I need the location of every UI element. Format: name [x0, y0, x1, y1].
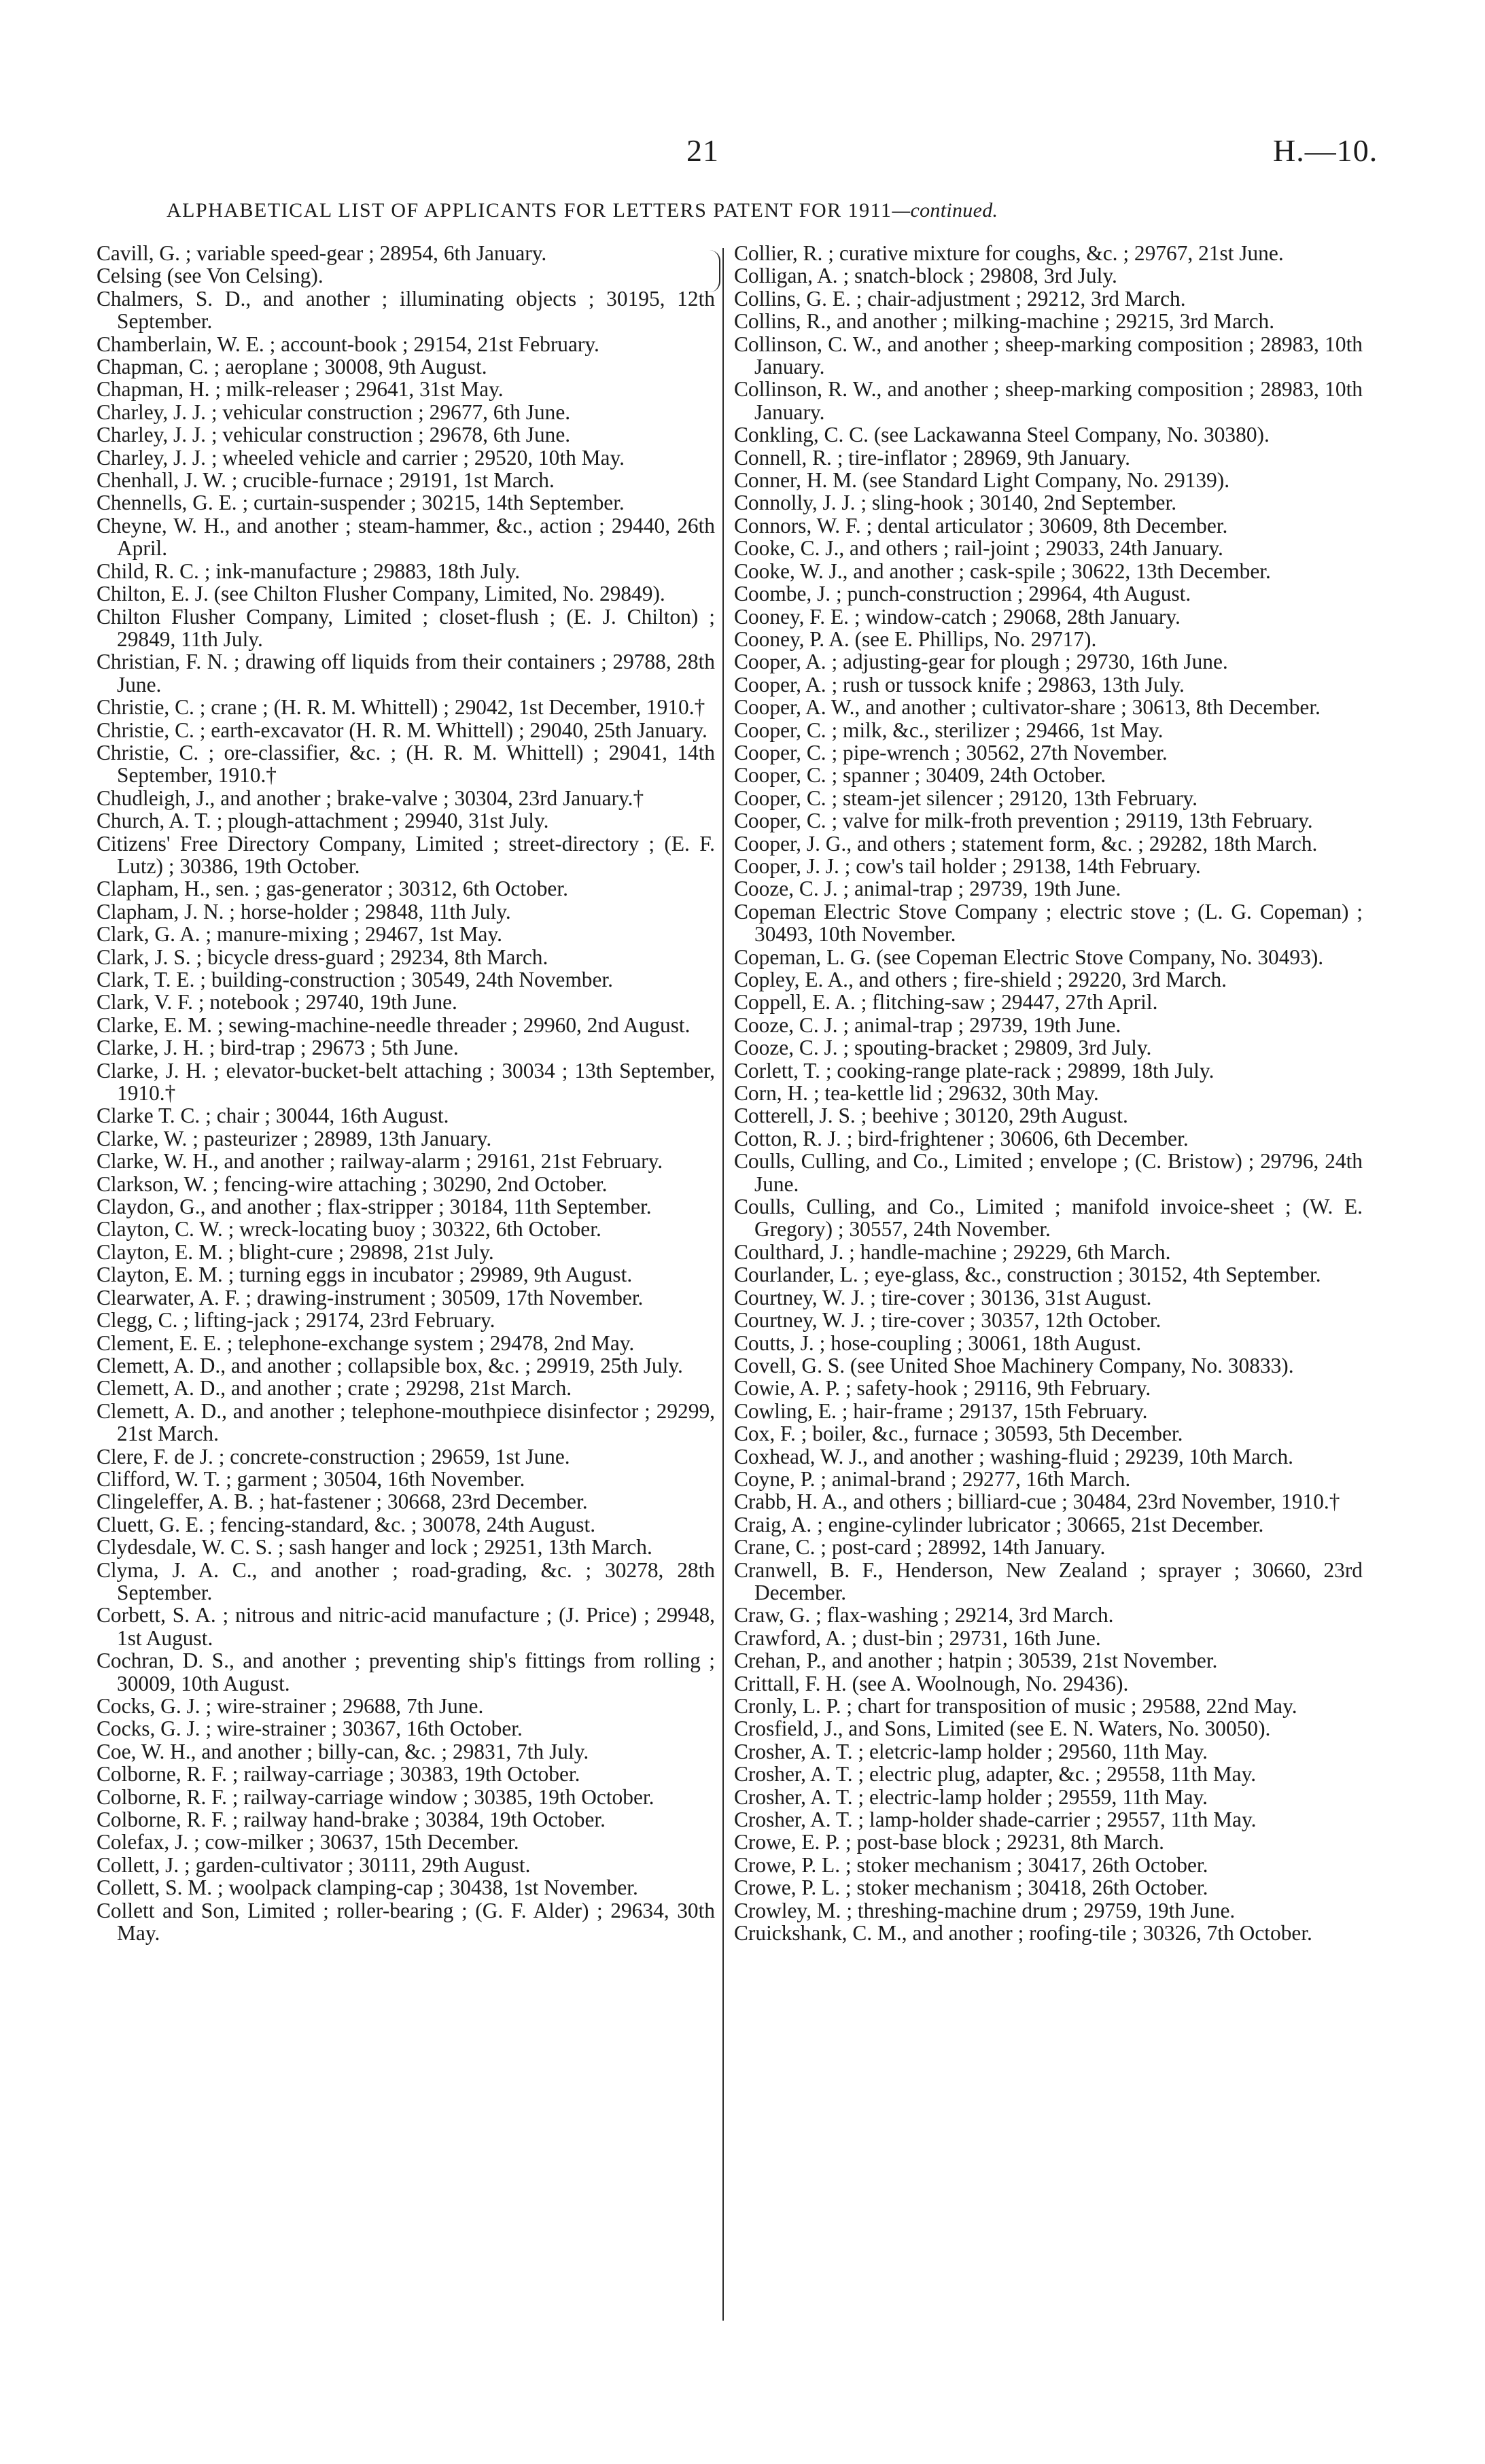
list-entry: Conner, H. M. (see Standard Light Company, No. 29139). — [734, 468, 1230, 493]
list-entry: Collins, G. E. ; chair-adjustment ; 29212, 3rd March. — [734, 286, 1186, 311]
list-entry: Child, R. C. ; ink-manufacture ; 29883, 18th July. — [97, 559, 521, 583]
list-entry: Corlett, T. ; cooking-range plate-rack ; 29899, 18th July. — [734, 1058, 1215, 1083]
list-entry: Charley, J. J. ; vehicular construction ; 29677, 6th June. — [97, 400, 571, 424]
list-entry: Cooper, A. ; rush or tussock knife ; 29863, 13th July. — [734, 672, 1185, 697]
list-entry: Courlander, L. ; eye-glass, &c., construction ; 30152, 4th September. — [734, 1263, 1321, 1287]
list-entry: Clere, F. de J. ; concrete-construction ; 29659, 1st June. — [97, 1444, 570, 1468]
list-entry: Coyne, P. ; animal-brand ; 29277, 16th March. — [734, 1466, 1131, 1491]
list-entry: Crowley, M. ; threshing-machine drum ; 29759, 19th June. — [734, 1898, 1236, 1922]
list-entry: Chudleigh, J., and another ; brake-valve ; 30304, 23rd January.† — [97, 786, 644, 810]
list-entry: Cooze, C. J. ; animal-trap ; 29739, 19th June. — [734, 877, 1121, 901]
list-entry: Cronly, L. P. ; chart for transposition of music ; 29588, 22nd May. — [734, 1694, 1297, 1718]
list-entry: Cavill, G. ; variable speed-gear ; 28954, 6th January. — [97, 241, 547, 265]
list-entry: Crosher, A. T. ; lamp-holder shade-carrier ; 29557, 11th May. — [734, 1808, 1257, 1832]
list-entry: Courtney, W. J. ; tire-cover ; 30357, 12th October. — [734, 1308, 1161, 1333]
list-entry: Colborne, R. F. ; railway-carriage window ; 30385, 19th October. — [97, 1784, 654, 1809]
list-entry: Citizens' Free Directory Company, Limited ; street-directory ; (E. F. Lutz) ; 30386, 19th October. — [97, 831, 715, 878]
list-entry: Clark, V. F. ; notebook ; 29740, 19th June. — [97, 990, 457, 1015]
list-entry: Colligan, A. ; snatch-block ; 29808, 3rd July. — [734, 264, 1117, 288]
list-entry: Cotterell, J. S. ; beehive ; 30120, 29th August. — [734, 1104, 1128, 1128]
list-entry: Charley, J. J. ; vehicular construction ; 29678, 6th June. — [97, 423, 571, 447]
list-entry: Covell, G. S. (see United Shoe Machinery Company, No. 30833). — [734, 1353, 1294, 1377]
list-entry: Crosher, A. T. ; electric-lamp holder ; 29559, 11th May. — [734, 1784, 1208, 1809]
list-entry: Connolly, J. J. ; sling-hook ; 30140, 2nd September. — [734, 491, 1177, 515]
list-entry: Clarke, J. H. ; elevator-bucket-belt attaching ; 30034 ; 13th September, 1910.† — [97, 1058, 715, 1106]
list-entry: Cooze, C. J. ; spouting-bracket ; 29809, 3rd July. — [734, 1036, 1152, 1060]
list-entry: Church, A. T. ; plough-attachment ; 29940, 31st July. — [97, 809, 549, 833]
right-column — [734, 242, 1363, 1944]
list-entry: Collett, S. M. ; woolpack clamping-cap ; 30438, 1st November. — [97, 1876, 638, 1900]
list-entry: Cranwell, B. F., Henderson, New Zealand ; sprayer ; 30660, 23rd December. — [734, 1557, 1363, 1604]
list-entry: Cluett, G. E. ; fencing-standard, &c. ; 30078, 24th August. — [97, 1512, 596, 1536]
list-entry: Clarke T. C. ; chair ; 30044, 16th August. — [97, 1104, 449, 1128]
list-entry: Corbett, S. A. ; nitrous and nitric-acid manufacture ; (J. Price) ; 29948, 1st August. — [97, 1603, 715, 1650]
list-entry: Clayton, E. M. ; blight-cure ; 29898, 21st July. — [97, 1239, 494, 1264]
list-entry: Cooney, P. A. (see E. Phillips, No. 29717). — [734, 627, 1097, 651]
list-entry: Cruickshank, C. M., and another ; roofing-tile ; 30326, 7th October. — [734, 1921, 1312, 1946]
list-entry: Charley, J. J. ; wheeled vehicle and carrier ; 29520, 10th May. — [97, 445, 625, 470]
list-entry: Christie, C. ; crane ; (H. R. M. Whittell) ; 29042, 1st December, 1910.† — [97, 695, 705, 720]
list-entry: Crosher, A. T. ; electric plug, adapter, &c. ; 29558, 11th May. — [734, 1762, 1257, 1787]
list-entry: Cooper, J. J. ; cow's tail holder ; 29138, 14th February. — [734, 853, 1201, 878]
list-entry: Clapham, H., sen. ; gas-generator ; 30312, 6th October. — [97, 877, 568, 901]
list-entry: Clayton, C. W. ; wreck-locating buoy ; 30322, 6th October. — [97, 1217, 601, 1242]
list-entry: Coulthard, J. ; handle-machine ; 29229, 6th March. — [734, 1239, 1171, 1264]
list-entry: Cooke, W. J., and another ; cask-spile ; 30622, 13th December. — [734, 559, 1271, 583]
list-entry: Chilton Flusher Company, Limited ; closet-flush ; (E. J. Chilton) ; 29849, 11th July. — [97, 604, 715, 651]
list-entry: Chapman, C. ; aeroplane ; 30008, 9th August. — [97, 355, 487, 379]
list-entry: Clark, J. S. ; bicycle dress-guard ; 29234, 8th March. — [97, 945, 548, 969]
list-entry: Cooper, A. ; adjusting-gear for plough ; 29730, 16th June. — [734, 650, 1228, 674]
list-entry: Collier, R. ; curative mixture for coughs, &c. ; 29767, 21st June. — [734, 241, 1284, 265]
list-entry: Cheyne, W. H., and another ; steam-hammer, &c., action ; 29440, 26th April. — [97, 513, 715, 561]
list-entry: Christian, F. N. ; drawing off liquids from their containers ; 29788, 28th June. — [97, 650, 715, 697]
list-entry: Chapman, H. ; milk-releaser ; 29641, 31st May. — [97, 377, 504, 402]
list-entry: Clarke, E. M. ; sewing-machine-needle threader ; 29960, 2nd August. — [97, 1013, 691, 1037]
list-entry: Craig, A. ; engine-cylinder lubricator ; 30665, 21st December. — [734, 1512, 1264, 1536]
list-entry: Crane, C. ; post-card ; 28992, 14th January. — [734, 1535, 1106, 1560]
list-entry: Clemett, A. D., and another ; collapsible box, &c. ; 29919, 25th July. — [97, 1353, 683, 1377]
list-entry: Courtney, W. J. ; tire-cover ; 30136, 31st August. — [734, 1285, 1152, 1309]
list-entry: Clark, T. E. ; building-construction ; 30549, 24th November. — [97, 968, 613, 991]
list-entry: Colborne, R. F. ; railway-carriage ; 30383, 19th October. — [97, 1762, 580, 1787]
list-entry: Colefax, J. ; cow-milker ; 30637, 15th December. — [97, 1830, 519, 1854]
list-entry: Cowling, E. ; hair-frame ; 29137, 15th February. — [734, 1398, 1148, 1423]
page-number: 21 — [686, 133, 719, 168]
list-entry: Clement, E. E. ; telephone-exchange system ; 29478, 2nd May. — [97, 1331, 635, 1355]
list-entry: Coulls, Culling, and Co., Limited ; envelope ; (C. Bristow) ; 29796, 24th June. — [734, 1149, 1363, 1196]
list-entry: Copeman Electric Stove Company ; electric stove ; (L. G. Copeman) ; 30493, 10th November. — [734, 899, 1363, 947]
list-entry: Cox, F. ; boiler, &c., furnace ; 30593, 5th December. — [734, 1422, 1183, 1446]
list-entry: Chamberlain, W. E. ; account-book ; 29154, 21st February. — [97, 332, 599, 356]
list-entry: Collinson, C. W., and another ; sheep-marking composition ; 28983, 10th January. — [734, 332, 1363, 379]
list-entry: Copley, E. A., and others ; fire-shield ; 29220, 3rd March. — [734, 968, 1227, 991]
list-entry: Clarkson, W. ; fencing-wire attaching ; 30290, 2nd October. — [97, 1172, 608, 1196]
list-entry: Coe, W. H., and another ; billy-can, &c. ; 29831, 7th July. — [97, 1739, 589, 1763]
list-entry: Clyma, J. A. C., and another ; road-grading, &c. ; 30278, 28th September. — [97, 1557, 715, 1604]
page-title — [167, 199, 1322, 222]
list-entry: Clarke, J. H. ; bird-trap ; 29673 ; 5th June. — [97, 1036, 459, 1060]
list-entry: Chilton, E. J. (see Chilton Flusher Company, Limited, No. 29849). — [97, 582, 665, 606]
list-entry: Christie, C. ; earth-excavator (H. R. M. Whittell) ; 29040, 25th January. — [97, 718, 707, 742]
list-entry: Coulls, Culling, and Co., Limited ; manifold invoice-sheet ; (W. E. Gregory) ; 30557, 24th November. — [734, 1195, 1363, 1242]
list-entry: Celsing (see Von Celsing). — [97, 264, 324, 288]
list-entry: Clifford, W. T. ; garment ; 30504, 16th November. — [97, 1466, 525, 1491]
list-entry: Connell, R. ; tire-inflator ; 28969, 9th January. — [734, 445, 1130, 470]
list-entry: Cooper, C. ; milk, &c., sterilizer ; 29466, 1st May. — [734, 718, 1164, 742]
list-entry: Crawford, A. ; dust-bin ; 29731, 16th June. — [734, 1625, 1101, 1650]
list-entry: Cooney, F. E. ; window-catch ; 29068, 28th January. — [734, 604, 1181, 629]
list-entry: Clapham, J. N. ; horse-holder ; 29848, 11th July. — [97, 899, 511, 923]
list-entry: Clemett, A. D., and another ; telephone-mouthpiece disinfector ; 29299, 21st March. — [97, 1398, 715, 1446]
list-entry: Clearwater, A. F. ; drawing-instrument ; 30509, 17th November. — [97, 1285, 644, 1309]
title-continued: —continued. — [892, 199, 998, 222]
list-entry: Conkling, C. C. (see Lackawanna Steel Company, No. 30380). — [734, 423, 1270, 447]
list-entry: Crabb, H. A., and others ; billiard-cue ; 30484, 23rd November, 1910.† — [734, 1490, 1340, 1514]
document-code: H.—10. — [1273, 133, 1378, 168]
list-entry: Clemett, A. D., and another ; crate ; 29298, 21st March. — [97, 1376, 572, 1401]
list-entry: Claydon, G., and another ; flax-stripper ; 30184, 11th September. — [97, 1195, 652, 1219]
list-entry: Crowe, E. P. ; post-base block ; 29231, 8th March. — [734, 1830, 1164, 1854]
list-entry: Cooper, C. ; pipe-wrench ; 30562, 27th November. — [734, 740, 1168, 764]
list-entry: Cocks, G. J. ; wire-strainer ; 30367, 16th October. — [97, 1717, 523, 1741]
list-entry: Cocks, G. J. ; wire-strainer ; 29688, 7th June. — [97, 1694, 484, 1718]
left-column — [97, 242, 715, 1944]
list-entry: Crittall, F. H. (see A. Woolnough, No. 29436). — [734, 1671, 1129, 1695]
list-entry: Clarke, W. ; pasteurizer ; 28989, 13th January. — [97, 1126, 492, 1150]
list-entry: Collinson, R. W., and another ; sheep-marking composition ; 28983, 10th January. — [734, 377, 1363, 424]
list-entry: Clarke, W. H., and another ; railway-alarm ; 29161, 21st February. — [97, 1149, 663, 1174]
list-entry: Crowe, P. L. ; stoker mechanism ; 30418, 26th October. — [734, 1876, 1208, 1900]
list-entry: Craw, G. ; flax-washing ; 29214, 3rd March. — [734, 1603, 1114, 1627]
title-main: ALPHABETICAL LIST OF APPLICANTS FOR LETTERS PATENT FOR 1911 — [167, 199, 892, 222]
list-entry: Clegg, C. ; lifting-jack ; 29174, 23rd February. — [97, 1308, 495, 1333]
list-entry: Cooper, C. ; spanner ; 30409, 24th October. — [734, 763, 1106, 788]
list-entry: Cooper, A. W., and another ; cultivator-share ; 30613, 8th December. — [734, 695, 1321, 720]
list-entry: Cooze, C. J. ; animal-trap ; 29739, 19th June. — [734, 1013, 1121, 1037]
list-entry: Crosher, A. T. ; eletcric-lamp holder ; 29560, 11th May. — [734, 1739, 1208, 1763]
list-entry: Copeman, L. G. (see Copeman Electric Stove Company, No. 30493). — [734, 945, 1324, 969]
list-entry: Chenhall, J. W. ; crucible-furnace ; 29191, 1st March. — [97, 468, 555, 493]
list-entry: Coppell, E. A. ; flitching-saw ; 29447, 27th April. — [734, 990, 1158, 1015]
list-entry: Chalmers, S. D., and another ; illuminating objects ; 30195, 12th September. — [97, 286, 715, 334]
list-entry: Christie, C. ; ore-classifier, &c. ; (H. R. M. Whittell) ; 29041, 14th September, 1910.† — [97, 740, 715, 788]
list-entry: Crosfield, J., and Sons, Limited (see E. N. Waters, No. 30050). — [734, 1717, 1271, 1741]
list-entry: Cotton, R. J. ; bird-frightener ; 30606, 6th December. — [734, 1126, 1189, 1150]
list-entry: Collett, J. ; garden-cultivator ; 30111, 29th August. — [97, 1852, 531, 1877]
column-divider — [722, 248, 724, 2321]
list-entry: Coutts, J. ; hose-coupling ; 30061, 18th August. — [734, 1331, 1142, 1355]
list-entry: Connors, W. F. ; dental articulator ; 30609, 8th December. — [734, 513, 1228, 538]
list-entry: Cowie, A. P. ; safety-hook ; 29116, 9th February. — [734, 1376, 1151, 1401]
list-entry: Clingeleffer, A. B. ; hat-fastener ; 30668, 23rd December. — [97, 1490, 588, 1514]
list-entry: Clayton, E. M. ; turning eggs in incubator ; 29989, 9th August. — [97, 1263, 633, 1287]
list-entry: Clydesdale, W. C. S. ; sash hanger and lock ; 29251, 13th March. — [97, 1535, 652, 1560]
list-entry: Chennells, G. E. ; curtain-suspender ; 30215, 14th September. — [97, 491, 625, 515]
list-entry: Collins, R., and another ; milking-machine ; 29215, 3rd March. — [734, 309, 1275, 334]
list-entry: Cochran, D. S., and another ; preventing ship's fittings from rolling ; 30009, 10th August. — [97, 1649, 715, 1695]
list-entry: Crowe, P. L. ; stoker mechanism ; 30417, 26th October. — [734, 1852, 1208, 1877]
list-entry: Corn, H. ; tea-kettle lid ; 29632, 30th May. — [734, 1081, 1099, 1106]
list-entry: Crehan, P., and another ; hatpin ; 30539, 21st November. — [734, 1649, 1218, 1673]
list-entry: Cooper, C. ; valve for milk-froth prevention ; 29119, 13th February. — [734, 809, 1313, 833]
list-entry: Clark, G. A. ; manure-mixing ; 29467, 1st May. — [97, 922, 502, 947]
list-entry: Coxhead, W. J., and another ; washing-fluid ; 29239, 10th March. — [734, 1444, 1294, 1468]
brace-mark — [710, 250, 720, 292]
list-entry: Cooper, J. G., and others ; statement form, &c. ; 29282, 18th March. — [734, 831, 1318, 856]
list-entry: Cooper, C. ; steam-jet silencer ; 29120, 13th February. — [734, 786, 1198, 810]
list-entry: Collett and Son, Limited ; roller-bearing ; (G. F. Alder) ; 29634, 30th May. — [97, 1898, 715, 1946]
list-entry: Cooke, C. J., and others ; rail-joint ; 29033, 24th January. — [734, 536, 1223, 561]
list-entry: Coombe, J. ; punch-construction ; 29964, 4th August. — [734, 582, 1191, 606]
list-entry: Colborne, R. F. ; railway hand-brake ; 30384, 19th October. — [97, 1808, 606, 1832]
